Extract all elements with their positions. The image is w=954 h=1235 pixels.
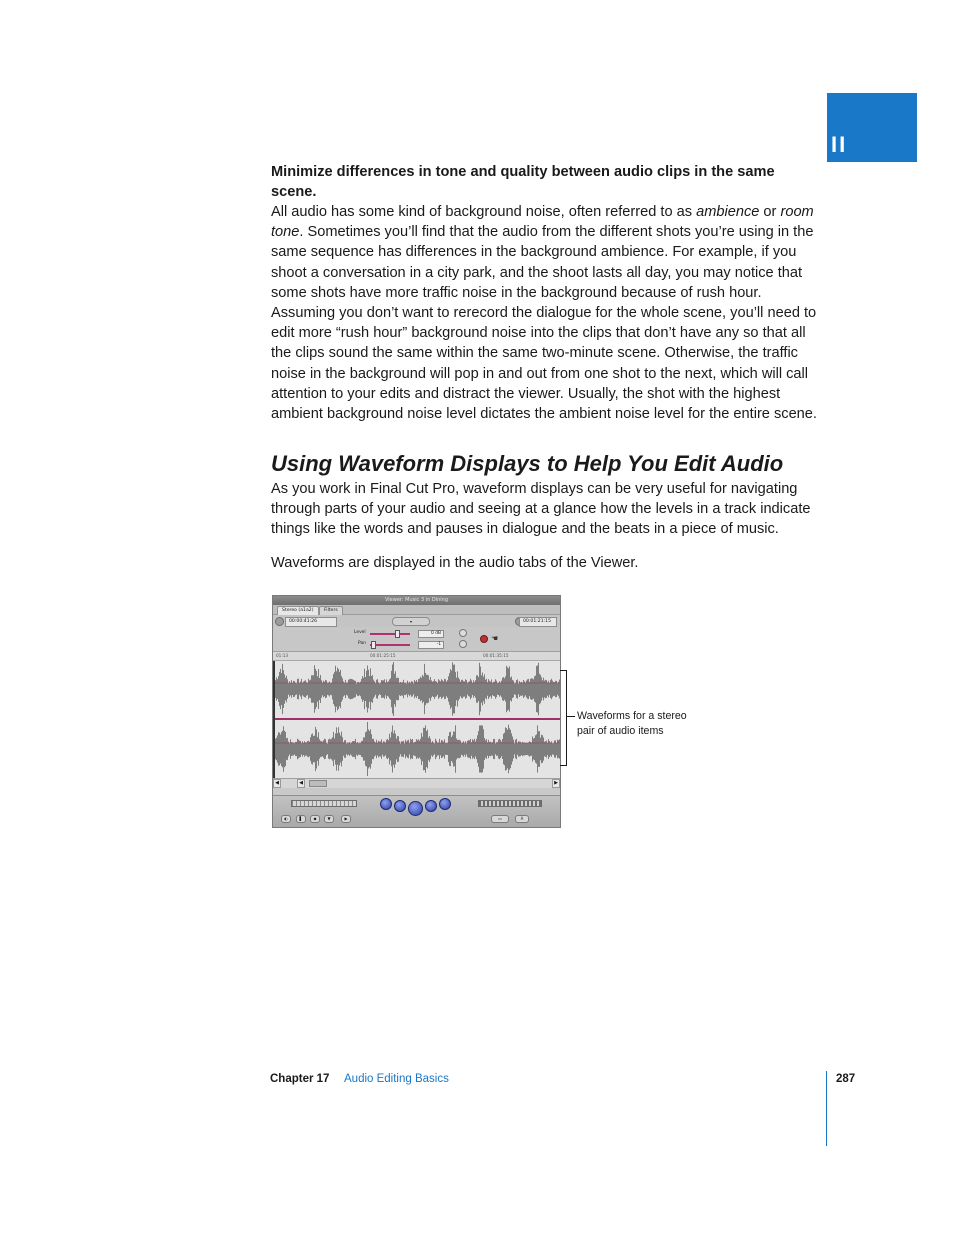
callout-text bbox=[577, 709, 687, 740]
level-field[interactable]: 0 dB bbox=[418, 630, 444, 638]
body-paragraph bbox=[271, 202, 823, 424]
timeline-ruler[interactable] bbox=[273, 652, 560, 661]
transport-controls bbox=[273, 795, 560, 827]
intro-paragraph: As you work in Final Cut Pro, waveform displays can be very useful for navigating through parts of your audio and seeing at a glance how the levels in a track indicate things like the words and pauses in dialogue and the beats in a piece of music. bbox=[271, 481, 811, 538]
timecode-current[interactable]: 00:01:21:15 bbox=[519, 617, 557, 627]
play-button[interactable] bbox=[408, 801, 423, 816]
viewer-tabs bbox=[273, 605, 560, 615]
intro-paragraph-2: Waveforms are displayed in the audio tabs of the Viewer. bbox=[271, 555, 639, 571]
level-slider[interactable] bbox=[370, 633, 410, 635]
next-edit-button[interactable] bbox=[425, 800, 437, 812]
pan-field[interactable]: -1 bbox=[418, 641, 444, 649]
pan-slider-thumb[interactable] bbox=[371, 641, 376, 649]
timecode-row bbox=[273, 615, 560, 627]
callout-bracket bbox=[560, 670, 567, 766]
zoom-out-arrow[interactable]: ◀ bbox=[297, 779, 305, 788]
reset-button[interactable] bbox=[480, 635, 488, 643]
callout-line bbox=[566, 716, 575, 717]
add-marker-button[interactable]: ▼ bbox=[324, 815, 334, 823]
body-text-or: or bbox=[759, 204, 781, 220]
viewer-title: Viewer: Music 3 in Dining bbox=[384, 597, 449, 603]
drag-hand-icon[interactable]: ☚ bbox=[491, 634, 499, 643]
section-heading: Using Waveform Displays to Help You Edit Audio bbox=[271, 451, 784, 476]
tab-filters[interactable]: Filters bbox=[319, 606, 343, 615]
ruler-tick: 01:13 bbox=[276, 653, 289, 658]
jog-control[interactable] bbox=[291, 800, 357, 807]
generator-popup[interactable]: A bbox=[515, 815, 529, 823]
section-ambience bbox=[271, 162, 823, 424]
pan-slider[interactable] bbox=[370, 644, 410, 646]
body-text-1: All audio has some kind of background noise, often referred to as bbox=[271, 204, 697, 220]
level-slider-thumb[interactable] bbox=[395, 630, 400, 638]
footer-chapter-title: Audio Editing Basics bbox=[344, 1073, 449, 1085]
previous-edit-button[interactable] bbox=[394, 800, 406, 812]
level-pan-controls bbox=[273, 627, 560, 652]
callout-line-1: Waveforms for a stereo bbox=[577, 710, 687, 722]
waveform-display[interactable] bbox=[273, 661, 560, 778]
timecode-duration[interactable]: 00:00:41:26 bbox=[285, 617, 337, 627]
pan-label: Pan bbox=[358, 641, 366, 646]
add-keyframe-button[interactable]: ◆ bbox=[310, 815, 320, 823]
mark-clip-button[interactable]: ▌ bbox=[296, 815, 306, 823]
body-text-2: . Sometimes you’ll find that the audio from the different shots you’re using in the same sequence has differences in the background ambience. For example, if you shoot a conversation in a city park, and the shoot lasts all day, you may notice that some shots have more traffic noise in the background because of rush hour. Assuming you don’t want to rerecord the dialogue for the whole scene, you’ll need to edit more “rush hour” background noise into the clips that don’t have any so that all the clips sound the same within the same two-minute scene. Otherwise, the traffic noise in the background will pop in and out from one shot to the next, which will call attention to your edits and distract the viewer. Usually, the shot with the highest ambient background noise level dictates the ambient noise level for the entire scene. bbox=[271, 224, 817, 423]
term-ambience: ambience bbox=[696, 204, 760, 220]
waveform-svg bbox=[275, 661, 560, 778]
level-keyframe-button[interactable] bbox=[459, 629, 467, 637]
view-popup-button[interactable]: ▾ bbox=[392, 617, 430, 626]
pan-keyframe-button[interactable] bbox=[459, 640, 467, 648]
play-in-to-out-button[interactable] bbox=[380, 798, 392, 810]
part-tab-label: II bbox=[831, 132, 848, 157]
lead-sentence: Minimize differences in tone and quality between audio clips in the same scene. bbox=[271, 164, 775, 200]
mark-in-button[interactable]: ▶ bbox=[341, 815, 351, 823]
footer-rule bbox=[826, 1071, 827, 1146]
recent-clips-popup[interactable]: ▭ bbox=[491, 815, 509, 823]
ruler-tick: 00:01:35:15 bbox=[483, 653, 509, 658]
ruler-tick: 00:01:25:15 bbox=[370, 653, 396, 658]
duration-icon bbox=[275, 617, 284, 626]
callout-line-2: pair of audio items bbox=[577, 725, 664, 738]
play-around-button[interactable] bbox=[439, 798, 451, 810]
match-frame-button[interactable]: ◐ bbox=[281, 815, 291, 823]
viewer-screenshot bbox=[272, 595, 561, 828]
tab-stereo[interactable]: Stereo (a1a2) bbox=[277, 606, 319, 615]
level-label: Level bbox=[354, 630, 366, 635]
scroll-left-arrow[interactable]: ◀ bbox=[273, 779, 281, 788]
scroll-thumb[interactable] bbox=[309, 780, 327, 787]
viewer-titlebar bbox=[273, 596, 560, 605]
footer-chapter: Chapter 17 bbox=[270, 1073, 330, 1085]
page-number: 287 bbox=[836, 1073, 856, 1085]
horizontal-scrollbar[interactable] bbox=[273, 778, 560, 788]
part-tab bbox=[827, 93, 917, 162]
scroll-right-arrow[interactable]: ▶ bbox=[552, 779, 560, 788]
term-room-tone: room tone bbox=[271, 204, 814, 241]
shuttle-control[interactable] bbox=[478, 800, 542, 807]
